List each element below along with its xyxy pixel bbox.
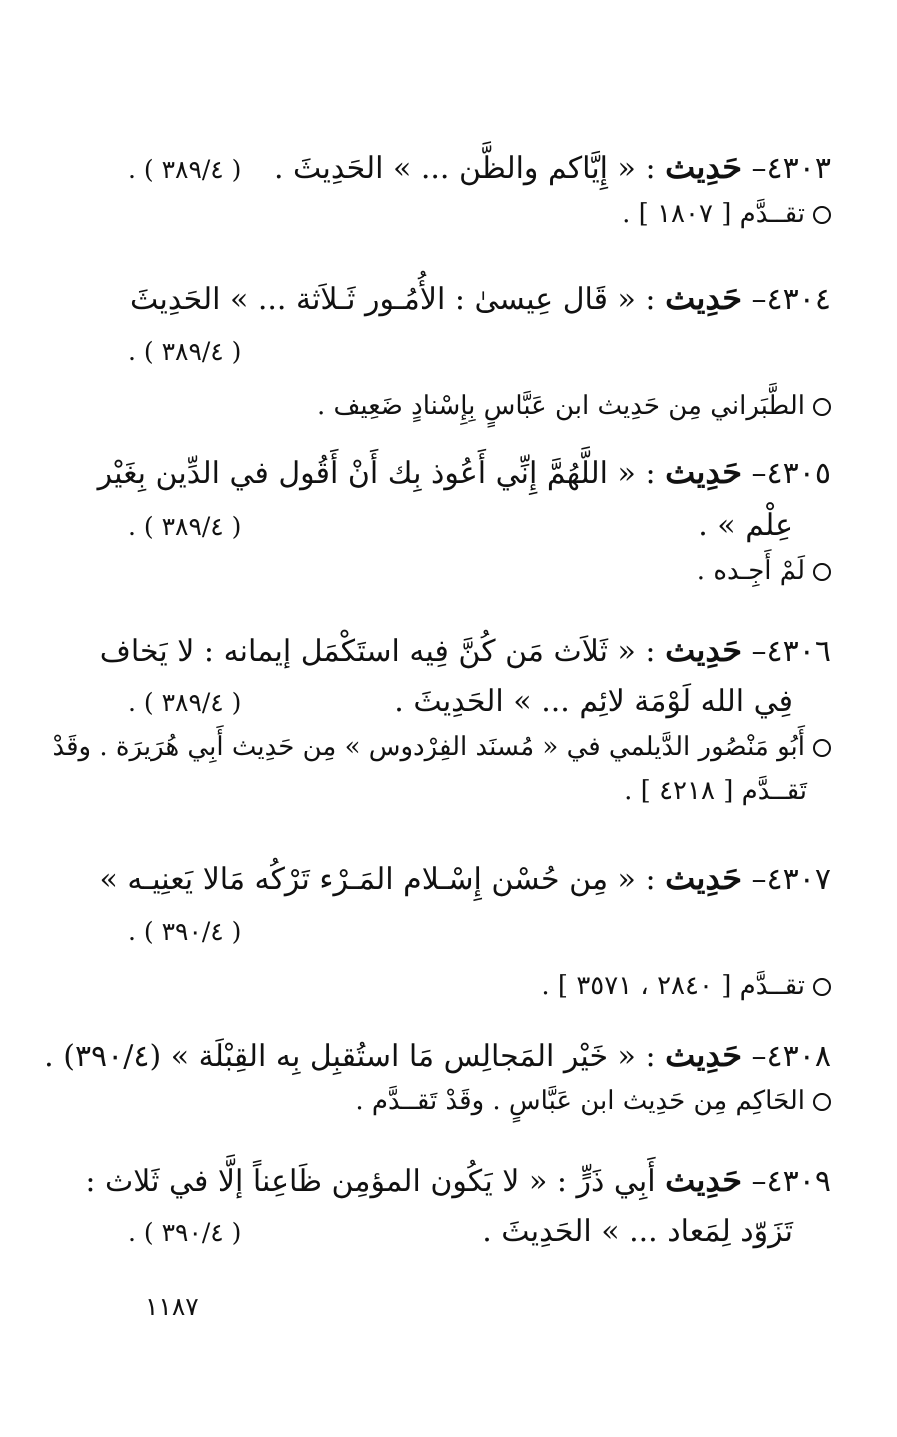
takhrij-note: لَمْ أَجِـده . (128, 551, 831, 591)
entry-line: ٤٣٠٤– حَدِيث : « قَال عِيسىٰ : الأُمُـور ثَـلاَثة ... » الحَدِيثَ (130, 279, 831, 317)
hadith-entry-4304 (128, 278, 831, 426)
entry-number: ٤٣٠٦ (766, 634, 831, 669)
entry-text: : « اللَّهُمَّ إِنِّي أَعُوذ بِك أَنْ أَقُول في الدِّين بِغَيْر (97, 456, 666, 491)
volume-page-ref: ( ٣٩٠/٤ ) . (128, 917, 242, 946)
takhrij-note: تقــدَّم [ ١٨٠٧ ] . (128, 194, 831, 234)
circle-bullet-icon (813, 398, 831, 416)
hadith-entry-4309 (85, 1160, 831, 1253)
volume-page-ref: ( ٣٨٩/٤ ) . (128, 512, 242, 541)
hadith-keyword: حَدِيث (665, 279, 742, 317)
entry-text: : « ثَلاَث مَن كُنَّ فِيه استَكْمَل إيمانه : لا يَخاف (99, 634, 666, 669)
hadith-entry-4307 (99, 858, 831, 1006)
volume-page-ref: ( ٣٨٩/٤ ) . (128, 155, 242, 184)
entry-line: ٤٣٠٣– حَدِيث : « إِيَّاكم والظَّن ... » الحَدِيثَ . ( ٣٨٩/٤ ) . (128, 147, 831, 190)
takhrij-note: أَبُو مَنْصُور الدَّيلمي في « مُسنَد الفِرْدوس » مِن حَدِيث أَبِي هُرَيرَة . وقَدْ (128, 727, 831, 767)
entry-line (128, 912, 831, 952)
circle-bullet-icon (813, 563, 831, 581)
entry-number: ٤٣٠٣ (766, 151, 831, 186)
entry-text: : « خَيْر المَجالِس مَا استُقبِل بِه القِبْلَة » (٣٩٠/٤) . (44, 1039, 666, 1074)
entry-line (128, 332, 831, 372)
hadith-keyword: حَدِيث (665, 148, 742, 186)
entry-line: ٤٣٠٦– حَدِيث : « ثَلاَث مَن كُنَّ فِيه استَكْمَل إيمانه : لا يَخاف (99, 631, 831, 669)
circle-bullet-icon (813, 206, 831, 224)
entry-number: ٤٣٠٥ (766, 456, 831, 491)
entry-line (128, 682, 831, 723)
entry-line: ٤٣٠٨– حَدِيث : « خَيْر المَجالِس مَا استُقبِل بِه القِبْلَة » (٣٩٠/٤) . (44, 1036, 831, 1074)
hadith-entry-4303 (128, 147, 831, 234)
entry-number: ٤٣٠٩ (766, 1164, 831, 1199)
hadith-entry-4308 (44, 1035, 831, 1121)
volume-page-ref: ( ٣٩٠/٤ ) . (128, 1218, 242, 1247)
hadith-keyword: حَدِيث (665, 1036, 742, 1074)
page-number: ١١٨٧ (145, 1292, 199, 1321)
circle-bullet-icon (813, 739, 831, 757)
entry-line: ٤٣٠٥– حَدِيث : « اللَّهُمَّ إِنِّي أَعُوذ بِك أَنْ أَقُول في الدِّين بِغَيْر (97, 453, 831, 491)
entry-text: فِي الله لَوْمَة لائِم ... » الحَدِيثَ . (394, 684, 793, 719)
hadith-keyword: حَدِيث (665, 453, 742, 491)
circle-bullet-icon (813, 1093, 831, 1111)
hadith-entry-4306 (52, 630, 831, 811)
takhrij-note: تقــدَّم [ ٢٨٤٠ ، ٣٥٧١ ] . (128, 966, 831, 1006)
volume-page-ref: ( ٣٨٩/٤ ) . (128, 337, 242, 366)
volume-page-ref: ( ٣٨٩/٤ ) . (128, 688, 242, 717)
entry-text: تَزَوّد لِمَعاد ... » الحَدِيثَ . (482, 1214, 793, 1249)
entry-line (128, 1212, 831, 1253)
entry-line: ٤٣٠٧– حَدِيث : « مِن حُسْن إِسْـلام المَـرْء تَرْكُه مَالا يَعنِيـه » (99, 859, 831, 897)
entry-text: : « مِن حُسْن إِسْـلام المَـرْء تَرْكُه مَالا يَعنِيـه » (99, 862, 666, 897)
circle-bullet-icon (813, 978, 831, 996)
entry-text: : « إِيَّاكم والظَّن ... » الحَدِيثَ . (273, 151, 666, 186)
takhrij-note: الحَاكِم مِن حَدِيث ابن عَبَّاسٍ . وقَدْ تَقــدَّم . (128, 1081, 831, 1121)
hadith-entry-4305 (97, 452, 831, 591)
takhrij-note: الطَّبَراني مِن حَدِيث ابن عَبَّاسٍ بِإِسْنادٍ ضَعِيف . (128, 386, 831, 426)
entry-text: : « قَال عِيسىٰ : الأُمُـور ثَـلاَثة ... » الحَدِيثَ (130, 282, 666, 317)
takhrij-note-continued: تَقــدَّم [ ٤٢١٨ ] . (624, 776, 807, 806)
entry-line: ٤٣٠٩– حَدِيث أَبِي ذَرٍّ : « لا يَكُون المؤمِن ظَاعِناً إلَّا في ثَلاث : (85, 1161, 831, 1199)
entry-number: ٤٣٠٧ (766, 862, 831, 897)
entry-number: ٤٣٠٨ (766, 1039, 831, 1074)
entry-text: عِلْم » . (698, 508, 793, 543)
entry-text: أَبِي ذَرٍّ : « لا يَكُون المؤمِن ظَاعِناً إلَّا في ثَلاث : (85, 1164, 666, 1199)
hadith-keyword: حَدِيث (665, 1161, 742, 1199)
hadith-keyword: حَدِيث (665, 859, 742, 897)
entry-number: ٤٣٠٤ (766, 282, 831, 317)
hadith-keyword: حَدِيث (665, 631, 742, 669)
entry-line (128, 506, 831, 547)
